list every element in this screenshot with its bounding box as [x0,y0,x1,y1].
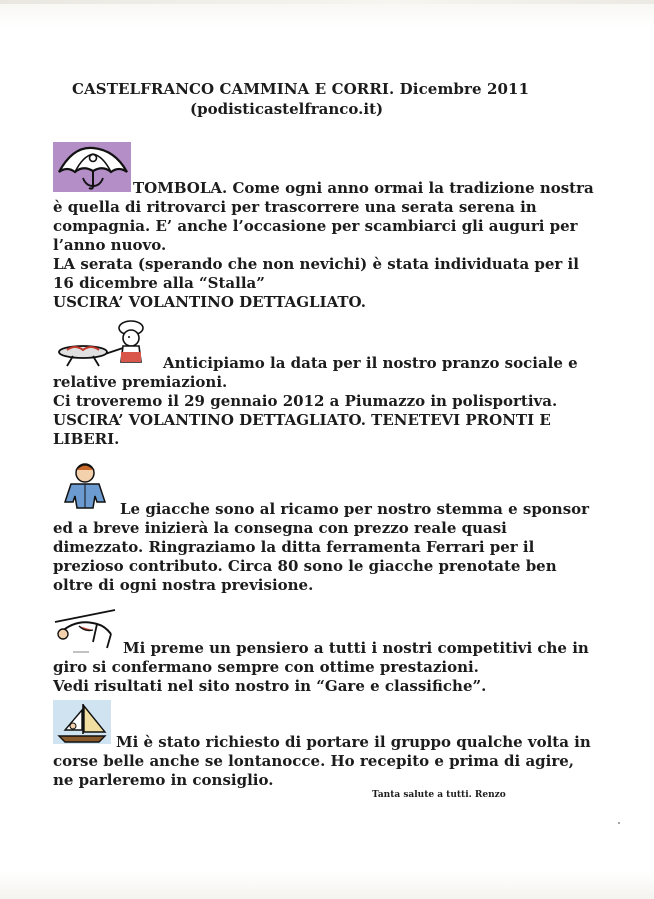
section-pranzo-sociale [53,354,623,449]
section-line: LA serata (sperando che non nevichi) è stata individuata per il [53,255,579,273]
section-line: compagnia. E’ anche l’occasione per scambiarci gli auguri per [53,217,578,235]
section-line: oltre di ogni nostra previsione. [53,576,314,594]
scan-speck [618,822,620,824]
section-trasferte [53,733,623,790]
section-line: LIBERI. [53,430,120,448]
section-line: USCIRA’ VOLANTINO DETTAGLIATO. [53,293,366,311]
section-line: giro si confermano sempre con ottime prestazioni. [53,658,479,676]
section-line: Mi è stato richiesto di portare il gruppo qualche volta in [116,733,591,751]
section-line: Vedi risultati nel sito nostro in “Gare e classifiche”. [53,677,487,695]
section-line: l’anno nuovo. [53,236,167,254]
section-line: ed a breve inizierà la consegna con prezzo reale quasi [53,519,507,537]
website-link: (podisticastelfranco.it) [190,100,384,118]
section-line: è quella di ritrovarci per trascorrere una serata serena in [53,198,537,216]
section-tombola [53,179,623,312]
section-line: Le giacche sono al ricamo per nostro stemma e sponsor [120,500,590,518]
section-giacche [53,500,623,595]
page-title: CASTELFRANCO CAMMINA E CORRI. Dicembre 2011 [72,80,530,98]
section-line: TOMBOLA. Come ogni anno ormai la tradizione nostra [133,179,594,197]
section-line: corse belle anche se lontanocce. Ho recepito e prima di agire, [53,752,575,770]
page-edge [0,0,654,4]
signature: Tanta salute a tutti. Renzo [372,790,506,800]
section-line: Anticipiamo la data per il nostro pranzo sociale e [163,354,578,372]
section-line: Ci troveremo il 29 gennaio 2012 a Piumazzo in polisportiva. [53,392,558,410]
section-line: dimezzato. Ringraziamo la ditta ferramenta Ferrari per il [53,538,535,556]
section-line: relative premiazioni. [53,373,228,391]
section-line: prezioso contributo. Circa 80 sono le giacche prenotate ben [53,557,557,575]
section-competitivi [53,639,623,696]
section-line: ne parleremo in consiglio. [53,771,274,789]
section-line: Mi preme un pensiero a tutti i nostri competitivi che in [123,639,589,657]
section-line: 16 dicembre alla “Stalla” [53,274,265,292]
section-line: USCIRA’ VOLANTINO DETTAGLIATO. TENETEVI PRONTI E [53,411,551,429]
